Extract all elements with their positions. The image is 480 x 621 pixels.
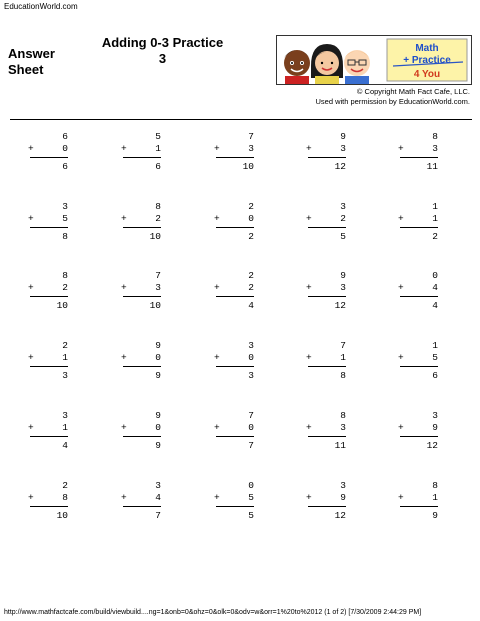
addend-bottom: 0: [248, 213, 254, 224]
answer: 6: [432, 370, 438, 381]
answer: 10: [56, 510, 68, 521]
sum-line: [123, 366, 161, 367]
answer: 5: [248, 510, 254, 521]
plus-sign: +: [28, 422, 34, 433]
logo-line2: + Practice: [403, 55, 451, 66]
answer-label-line1: Answer: [8, 46, 55, 61]
addition-problem: [28, 340, 68, 382]
sum-line: [123, 506, 161, 507]
plus-sign: +: [306, 213, 312, 224]
addend-bottom: 3: [155, 282, 161, 293]
answer: 10: [149, 300, 161, 311]
addition-problem: [121, 340, 161, 382]
sum-line: [308, 296, 346, 297]
sum-line: [400, 157, 438, 158]
header-divider: [10, 119, 472, 120]
addend-bottom: 1: [62, 422, 68, 433]
addition-problem: [214, 480, 254, 522]
answer: 2: [432, 231, 438, 242]
answer-sheet-label: [8, 46, 78, 78]
addition-problem: [306, 131, 346, 173]
plus-sign: +: [214, 492, 220, 503]
sum-line: [123, 296, 161, 297]
logo-line3: 4 You: [413, 69, 441, 80]
plus-sign: +: [398, 282, 404, 293]
plus-sign: +: [306, 282, 312, 293]
sum-line: [216, 366, 254, 367]
addition-problem: [306, 270, 346, 312]
addend-bottom: 5: [432, 352, 438, 363]
sum-line: [30, 296, 68, 297]
answer: 10: [149, 231, 161, 242]
addend-top: 6: [62, 131, 68, 142]
addition-problem: [306, 480, 346, 522]
addend-top: 3: [340, 201, 346, 212]
addend-bottom: 0: [248, 422, 254, 433]
answer: 11: [426, 161, 438, 172]
sum-line: [400, 506, 438, 507]
addend-top: 3: [432, 410, 438, 421]
plus-sign: +: [214, 282, 220, 293]
answer: 6: [62, 161, 68, 172]
addition-problem: [398, 201, 438, 243]
answer: 12: [426, 440, 438, 451]
addition-problem: [214, 201, 254, 243]
addition-problem: [214, 270, 254, 312]
answer: 12: [334, 510, 346, 521]
plus-sign: +: [28, 282, 34, 293]
footer-url: http://www.mathfactcafe.com/build/viewbuild....ng=1&onb=0&ohz=0&olk=0&odv=w&orr=1%20to%2012 (1 of 2) [7/30/2009 2:44:29 PM]: [4, 609, 422, 616]
addend-bottom: 9: [340, 492, 346, 503]
sum-line: [308, 436, 346, 437]
answer: 12: [334, 300, 346, 311]
addend-top: 2: [62, 480, 68, 491]
kid-illustration-icon: [311, 44, 343, 84]
plus-sign: +: [121, 213, 127, 224]
addend-top: 2: [248, 270, 254, 281]
site-header: EducationWorld.com: [4, 2, 78, 11]
addend-top: 8: [432, 131, 438, 142]
addend-top: 1: [432, 340, 438, 351]
addend-top: 2: [248, 201, 254, 212]
sum-line: [216, 506, 254, 507]
addend-bottom: 3: [340, 282, 346, 293]
kid-illustration-icon: [284, 50, 310, 84]
addition-problem: [28, 270, 68, 312]
sum-line: [216, 436, 254, 437]
answer: 7: [248, 440, 254, 451]
addend-bottom: 5: [62, 213, 68, 224]
page-title-line1: Adding 0-3 Practice: [101, 35, 224, 50]
addend-bottom: 1: [155, 143, 161, 154]
addition-problem: [28, 410, 68, 452]
plus-sign: +: [214, 352, 220, 363]
answer: 12: [334, 161, 346, 172]
kid-illustration-icon: [344, 50, 370, 84]
addend-top: 8: [155, 201, 161, 212]
addend-bottom: 1: [62, 352, 68, 363]
addend-bottom: 3: [340, 143, 346, 154]
sum-line: [400, 366, 438, 367]
sum-line: [123, 436, 161, 437]
addend-bottom: 1: [432, 492, 438, 503]
sum-line: [400, 436, 438, 437]
addend-bottom: 0: [62, 143, 68, 154]
plus-sign: +: [306, 422, 312, 433]
answer: 3: [248, 370, 254, 381]
sum-line: [308, 227, 346, 228]
answer: 5: [340, 231, 346, 242]
plus-sign: +: [214, 143, 220, 154]
addend-top: 7: [248, 410, 254, 421]
sum-line: [123, 227, 161, 228]
plus-sign: +: [121, 282, 127, 293]
math-practice-logo: [276, 35, 472, 85]
answer: 9: [432, 510, 438, 521]
addition-problem: [398, 480, 438, 522]
plus-sign: +: [28, 352, 34, 363]
sum-line: [30, 366, 68, 367]
plus-sign: +: [398, 422, 404, 433]
addition-problem: [121, 131, 161, 173]
addend-bottom: 3: [432, 143, 438, 154]
answer: 7: [155, 510, 161, 521]
answer: 8: [62, 231, 68, 242]
plus-sign: +: [398, 143, 404, 154]
copyright-line2: Used with permission by EducationWorld.com.: [315, 97, 470, 106]
page-title: [90, 35, 235, 67]
sum-line: [123, 157, 161, 158]
plus-sign: +: [214, 422, 220, 433]
plus-sign: +: [28, 213, 34, 224]
addition-problem: [398, 410, 438, 452]
plus-sign: +: [398, 492, 404, 503]
answer: 2: [248, 231, 254, 242]
addend-top: 8: [340, 410, 346, 421]
addition-problem: [306, 410, 346, 452]
addend-bottom: 4: [432, 282, 438, 293]
addend-top: 2: [62, 340, 68, 351]
sum-line: [400, 296, 438, 297]
addend-top: 3: [62, 410, 68, 421]
addend-bottom: 9: [432, 422, 438, 433]
addition-problem: [28, 131, 68, 173]
addition-problem: [28, 480, 68, 522]
sum-line: [308, 506, 346, 507]
answer: 3: [62, 370, 68, 381]
addition-problem: [121, 410, 161, 452]
copyright-notice: [270, 87, 470, 107]
addend-top: 9: [340, 131, 346, 142]
plus-sign: +: [398, 213, 404, 224]
plus-sign: +: [121, 352, 127, 363]
addition-problem: [121, 270, 161, 312]
addend-top: 9: [155, 340, 161, 351]
addition-problem: [398, 270, 438, 312]
logo-line1: Math: [415, 43, 439, 54]
addition-problem: [121, 201, 161, 243]
copyright-line1: © Copyright Math Fact Cafe, LLC.: [356, 87, 470, 96]
plus-sign: +: [214, 213, 220, 224]
plus-sign: +: [28, 143, 34, 154]
addend-top: 3: [340, 480, 346, 491]
sum-line: [216, 157, 254, 158]
addend-top: 1: [432, 201, 438, 212]
addend-bottom: 0: [248, 352, 254, 363]
plus-sign: +: [306, 492, 312, 503]
addend-bottom: 4: [155, 492, 161, 503]
addend-bottom: 5: [248, 492, 254, 503]
answer: 9: [155, 440, 161, 451]
plus-sign: +: [306, 352, 312, 363]
addend-bottom: 2: [340, 213, 346, 224]
addend-bottom: 3: [248, 143, 254, 154]
addend-top: 9: [340, 270, 346, 281]
addend-bottom: 2: [62, 282, 68, 293]
addend-top: 5: [155, 131, 161, 142]
addition-problem: [28, 201, 68, 243]
answer: 9: [155, 370, 161, 381]
plus-sign: +: [28, 492, 34, 503]
sum-line: [216, 227, 254, 228]
addition-problem: [398, 131, 438, 173]
addend-bottom: 0: [155, 352, 161, 363]
sum-line: [30, 227, 68, 228]
addition-problem: [214, 131, 254, 173]
answer: 6: [155, 161, 161, 172]
addition-problem: [214, 410, 254, 452]
addend-bottom: 2: [155, 213, 161, 224]
addend-bottom: 1: [432, 213, 438, 224]
addend-bottom: 8: [62, 492, 68, 503]
answer: 8: [340, 370, 346, 381]
addend-top: 3: [248, 340, 254, 351]
answer: 4: [248, 300, 254, 311]
addend-top: 3: [62, 201, 68, 212]
addend-top: 7: [340, 340, 346, 351]
sum-line: [216, 296, 254, 297]
addend-top: 7: [248, 131, 254, 142]
addend-top: 9: [155, 410, 161, 421]
plus-sign: +: [121, 422, 127, 433]
addend-top: 8: [62, 270, 68, 281]
addition-problem: [398, 340, 438, 382]
answer: 4: [62, 440, 68, 451]
sum-line: [308, 157, 346, 158]
addition-problem: [306, 340, 346, 382]
plus-sign: +: [121, 492, 127, 503]
sum-line: [30, 436, 68, 437]
sum-line: [30, 506, 68, 507]
addend-top: 0: [248, 480, 254, 491]
addend-top: 3: [155, 480, 161, 491]
answer-label-line2: Sheet: [8, 62, 44, 77]
addend-bottom: 2: [248, 282, 254, 293]
plus-sign: +: [306, 143, 312, 154]
answer: 4: [432, 300, 438, 311]
addend-bottom: 0: [155, 422, 161, 433]
answer: 11: [334, 440, 346, 451]
sum-line: [30, 157, 68, 158]
addend-bottom: 1: [340, 352, 346, 363]
answer: 10: [242, 161, 254, 172]
addend-bottom: 3: [340, 422, 346, 433]
addend-top: 7: [155, 270, 161, 281]
plus-sign: +: [121, 143, 127, 154]
sum-line: [308, 366, 346, 367]
plus-sign: +: [398, 352, 404, 363]
addition-problem: [214, 340, 254, 382]
addition-problem: [121, 480, 161, 522]
page-title-line2: 3: [158, 51, 167, 66]
addend-top: 0: [432, 270, 438, 281]
addend-top: 8: [432, 480, 438, 491]
answer: 10: [56, 300, 68, 311]
sum-line: [400, 227, 438, 228]
addition-problem: [306, 201, 346, 243]
